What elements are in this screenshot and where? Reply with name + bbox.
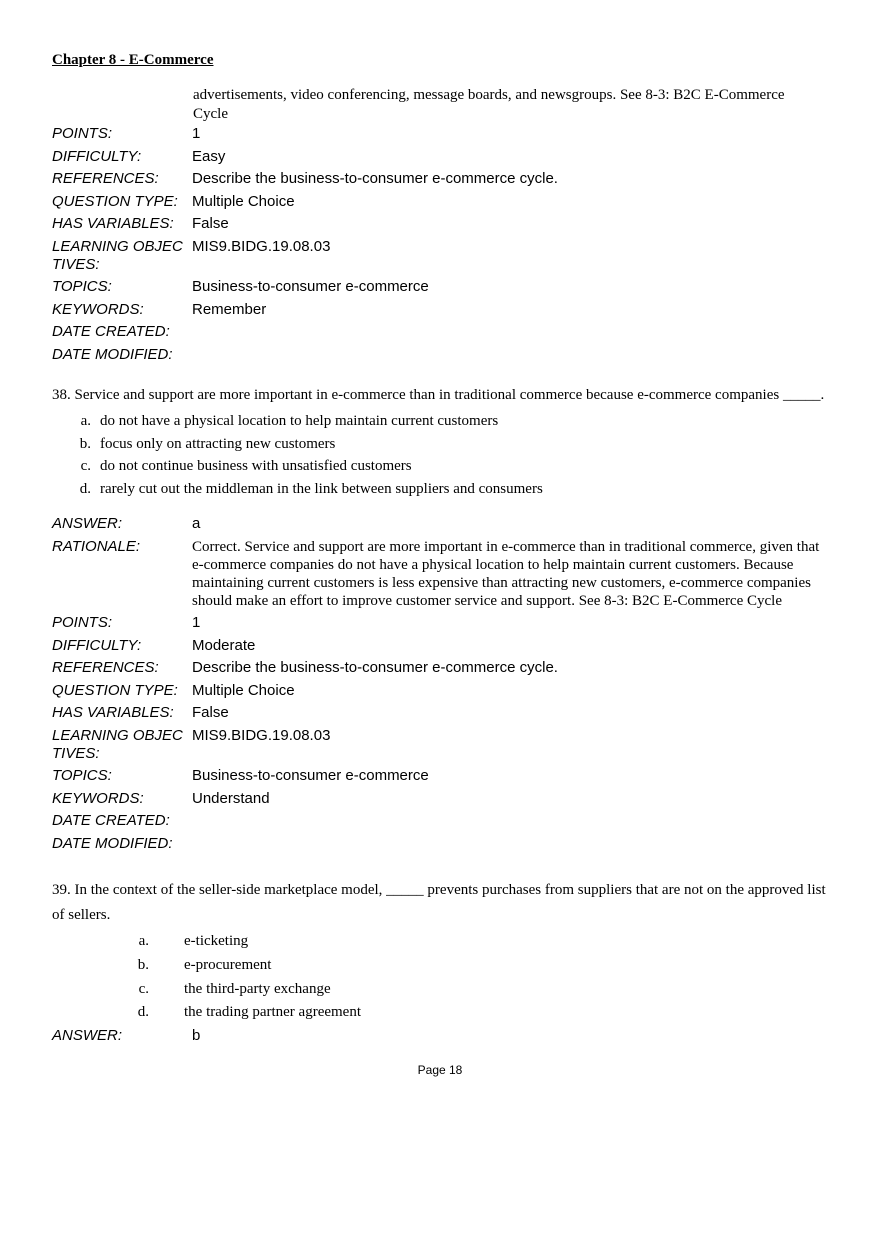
chapter-title: Chapter 8 - E-Commerce xyxy=(52,52,214,68)
question-text: 38. Service and support are more important in e-commerce than in traditional commerce because e-commerce companies _____. xyxy=(52,387,825,403)
meta-value: 1 xyxy=(192,125,201,142)
option-letter: c. xyxy=(138,980,149,997)
meta-row-answer xyxy=(52,515,842,533)
meta-value: 1 xyxy=(192,614,201,631)
meta-row-references xyxy=(52,170,842,188)
meta-label: LEARNING OBJECTIVES: xyxy=(52,237,183,273)
meta-label: DATE MODIFIED: xyxy=(52,345,173,363)
meta-row-date-modified xyxy=(52,835,842,853)
rationale-continuation: advertisements, video conferencing, message boards, and newsgroups. See 8-3: B2C E-Commerce Cycle xyxy=(193,87,785,122)
meta-label: DATE CREATED: xyxy=(52,323,170,340)
meta-value: False xyxy=(192,215,229,232)
meta-row-has-variables xyxy=(52,215,842,233)
meta-label: REFERENCES: xyxy=(52,659,159,676)
meta-value: Understand xyxy=(192,789,270,807)
metadata-block-q37 xyxy=(52,125,842,368)
option-letter: b. xyxy=(79,435,91,452)
meta-label: DIFFICULTY: xyxy=(52,636,142,654)
option-c xyxy=(52,455,842,478)
meta-value: Remember xyxy=(192,300,267,318)
option-text: e-ticketing xyxy=(184,933,249,949)
meta-label: RATIONALE: xyxy=(52,537,141,555)
meta-label: TOPICS: xyxy=(52,767,112,784)
option-letter: a. xyxy=(138,933,149,949)
option-letter: c. xyxy=(80,458,91,474)
meta-value: Business-to-consumer e-commerce xyxy=(192,278,429,295)
option-text: the third-party exchange xyxy=(184,980,331,997)
meta-value: Describe the business-to-consumer e-commerce cycle. xyxy=(192,659,558,676)
meta-row-points xyxy=(52,614,842,632)
meta-label: KEYWORDS: xyxy=(52,300,144,318)
meta-row-learning-objectives xyxy=(52,727,842,763)
meta-label: DIFFICULTY: xyxy=(52,147,142,165)
option-text: e-procurement xyxy=(184,956,272,973)
meta-row-answer xyxy=(52,1027,842,1045)
question-38 xyxy=(52,384,842,500)
meta-row-topics xyxy=(52,767,842,785)
meta-label: ANSWER: xyxy=(52,515,123,532)
meta-row-keywords xyxy=(52,301,842,319)
option-letter: d. xyxy=(137,1004,149,1021)
option-a xyxy=(52,410,842,433)
meta-value: Describe the business-to-consumer e-commerce cycle. xyxy=(192,170,558,187)
option-text: rarely cut out the middleman in the link between suppliers and consumers xyxy=(100,480,543,497)
answer-value: b xyxy=(192,1027,201,1045)
meta-label: POINTS: xyxy=(52,614,113,631)
meta-label: ANSWER: xyxy=(52,1027,123,1045)
meta-value: Business-to-consumer e-commerce xyxy=(192,767,429,784)
options-list xyxy=(52,410,842,500)
option-letter: a. xyxy=(80,413,91,429)
meta-row-learning-objectives xyxy=(52,238,842,274)
meta-row-references xyxy=(52,659,842,677)
meta-value: False xyxy=(192,704,229,721)
meta-value: MIS9.BIDG.19.08.03 xyxy=(192,237,331,255)
metadata-block-q38 xyxy=(52,515,842,857)
meta-label: DATE CREATED: xyxy=(52,812,170,829)
option-d xyxy=(52,478,842,501)
options-list xyxy=(52,930,842,1025)
meta-value: Multiple Choice xyxy=(192,681,295,699)
meta-value: Multiple Choice xyxy=(192,192,295,210)
meta-row-date-modified xyxy=(52,346,842,364)
option-text: focus only on attracting new customers xyxy=(100,435,336,452)
meta-label: POINTS: xyxy=(52,125,113,142)
option-text: do not have a physical location to help maintain current customers xyxy=(100,413,499,429)
option-letter: d. xyxy=(79,480,91,497)
meta-row-date-created xyxy=(52,323,842,341)
meta-row-has-variables xyxy=(52,704,842,722)
meta-label: KEYWORDS: xyxy=(52,789,144,807)
rationale-text: Correct. Service and support are more important in e-commerce than in traditional commerce, given that e-commerce companies do not have a physical location to help maintain current customers. Because maintaining current customers is less expensive than attracting new customers, e-commerce companies should make an effort to improve customer service and support. See 8-3: B2C E-Commerce Cycle xyxy=(192,538,820,609)
meta-row-question-type xyxy=(52,682,842,700)
option-text: do not continue business with unsatisfied customers xyxy=(100,458,412,474)
page-number: Page 18 xyxy=(417,1063,463,1077)
meta-value: MIS9.BIDG.19.08.03 xyxy=(192,726,331,744)
meta-row-difficulty xyxy=(52,637,842,655)
option-b xyxy=(52,433,842,456)
meta-label: QUESTION TYPE: xyxy=(52,681,178,699)
meta-value: Moderate xyxy=(192,636,256,654)
meta-label: HAS VARIABLES: xyxy=(52,704,174,721)
option-c xyxy=(52,978,842,1002)
meta-label: LEARNING OBJECTIVES: xyxy=(52,726,183,762)
question-text: 39. In the context of the seller-side marketplace model, _____ prevents purchases from suppliers that are not on the approved list of sellers. xyxy=(52,882,826,923)
meta-value: Easy xyxy=(192,147,226,165)
meta-label: REFERENCES: xyxy=(52,170,159,187)
answer-value: a xyxy=(192,515,201,532)
option-b xyxy=(52,954,842,978)
meta-row-keywords xyxy=(52,790,842,808)
meta-label: DATE MODIFIED: xyxy=(52,834,173,852)
question-39 xyxy=(52,878,842,1050)
option-a xyxy=(52,930,842,954)
meta-row-date-created xyxy=(52,812,842,830)
meta-row-rationale xyxy=(52,538,842,610)
option-text: the trading partner agreement xyxy=(184,1004,361,1021)
meta-row-points xyxy=(52,125,842,143)
meta-label: HAS VARIABLES: xyxy=(52,215,174,232)
meta-row-question-type xyxy=(52,193,842,211)
option-letter: b. xyxy=(137,956,149,973)
meta-label: TOPICS: xyxy=(52,278,112,295)
option-d xyxy=(52,1001,842,1025)
meta-row-topics xyxy=(52,278,842,296)
meta-label: QUESTION TYPE: xyxy=(52,192,178,210)
meta-row-difficulty xyxy=(52,148,842,166)
